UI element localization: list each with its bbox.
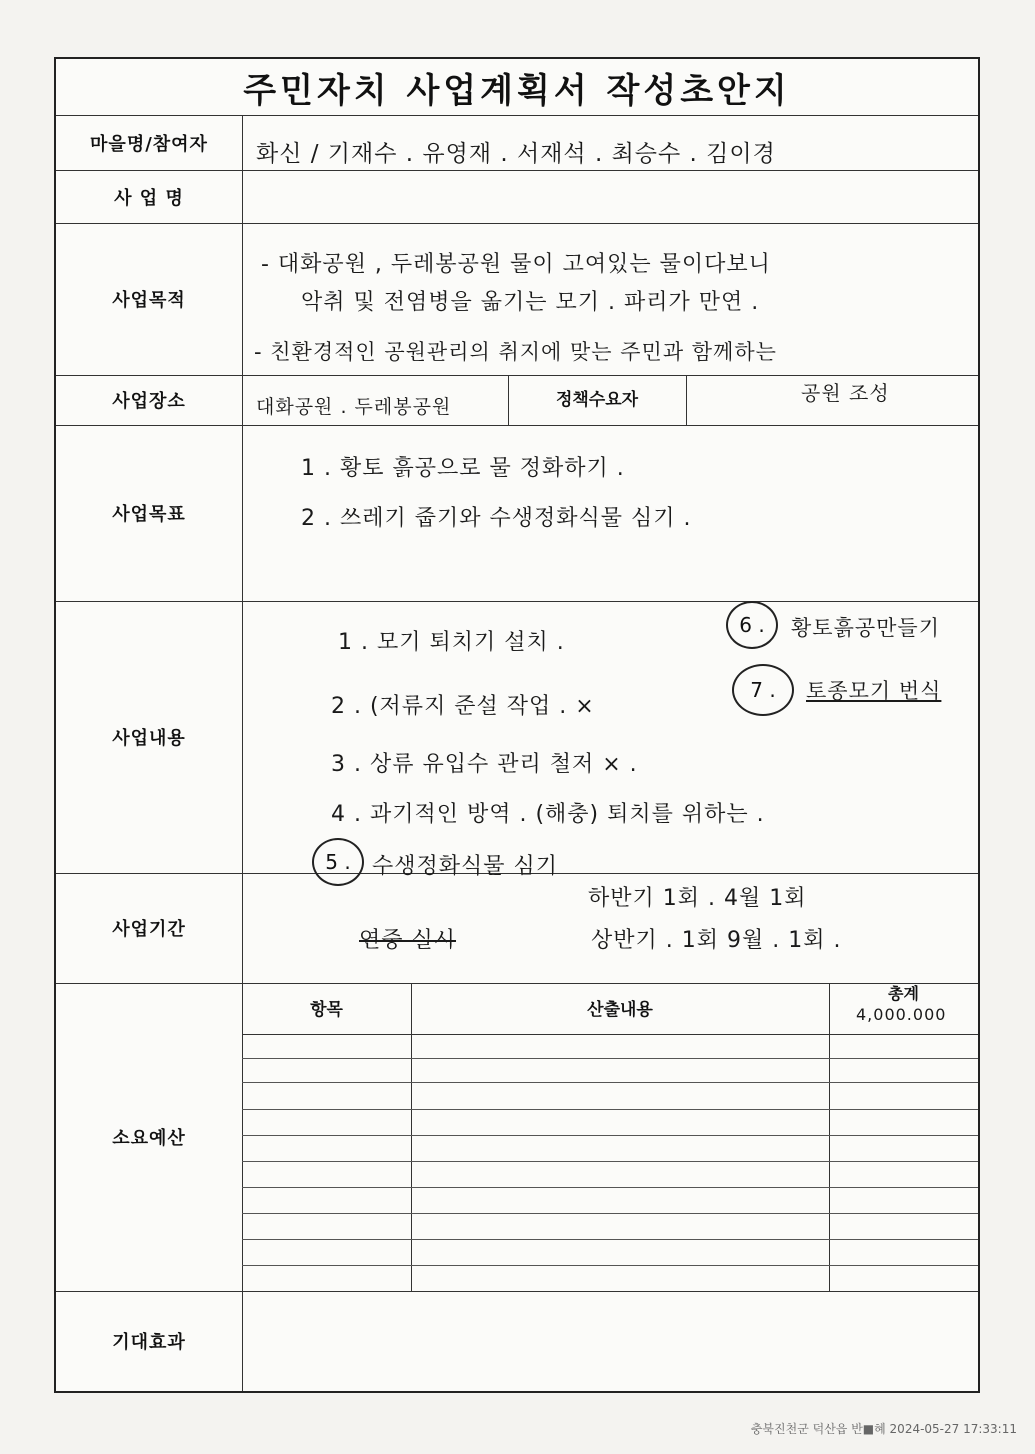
label-purpose: 사업목적 [112, 290, 186, 311]
content-side-6-circle [726, 601, 778, 649]
label-period: 사업기간 [112, 919, 186, 940]
budget-col-divider [829, 983, 830, 1291]
plan-form [54, 57, 980, 1393]
content-side-6-num: 6 . [739, 613, 765, 637]
budget-row-line [242, 1082, 978, 1083]
budget-row-line [242, 1187, 978, 1188]
content-item-5-text: 수생정화식물 심기 [372, 854, 559, 879]
content-side-7-circle [732, 664, 794, 716]
budget-header-line [242, 1034, 978, 1035]
period-struck: 연중 실시 [359, 928, 457, 953]
content-item-4: 4 . 과기적인 방역 . (해충) 퇴치를 위하는 . [331, 802, 765, 827]
content-item-5-num: 5 . [325, 850, 351, 874]
policy-user-divider [686, 375, 687, 425]
goal-line-2: 2 . 쓰레기 줍기와 수생정화식물 심기 . [301, 506, 692, 531]
content-side-6-text: 황토흙공만들기 [791, 616, 941, 640]
budget-row-line [242, 1239, 978, 1240]
content-item-2: 2 . (저류지 준설 작업 . × [331, 694, 595, 719]
label-location: 사업장소 [112, 391, 186, 412]
purpose-tail: 공원 조성 [801, 381, 890, 405]
budget-row-line [242, 1213, 978, 1214]
label-village: 마을명/참여자 [90, 133, 208, 155]
budget-row-line [242, 1135, 978, 1136]
label-goal: 사업목표 [112, 504, 186, 525]
budget-row-line [242, 1161, 978, 1162]
label-project-name: 사 업 명 [114, 187, 184, 209]
form-title: 주민자치 사업계획서 작성초안지 [243, 70, 791, 111]
content-side-7-text: 토종모기 번식 [806, 679, 942, 703]
goal-line-1: 1 . 황토 흙공으로 물 정화하기 . [301, 456, 625, 481]
budget-col-divider [411, 983, 412, 1291]
label-budget: 소요예산 [112, 1128, 186, 1149]
content-side-7-num: 7 . [750, 678, 776, 702]
purpose-line-2: 악취 및 전염병을 옮기는 모기 . 파리가 만연 . [301, 290, 760, 315]
purpose-line-1: - 대화공원 , 두레봉공원 물이 고여있는 물이다보니 [261, 252, 771, 277]
purpose-line-3: - 친환경적인 공원관리의 취지에 맞는 주민과 함께하는 [254, 340, 777, 364]
label-column-divider [242, 115, 243, 1391]
content-item-3: 3 . 상류 유입수 관리 철저 × . [331, 752, 638, 777]
budget-row-line [242, 1265, 978, 1266]
label-content: 사업내용 [112, 728, 186, 749]
period-first: 하반기 1회 . 4월 1회 [588, 886, 807, 911]
budget-header-detail: 산출내용 [587, 1000, 653, 1020]
content-item-1: 1 . 모기 퇴치기 설치 . [338, 630, 565, 655]
period-second: 상반기 . 1회 9월 . 1회 . [591, 928, 842, 953]
budget-total-value: 4,000.000 [856, 1005, 947, 1024]
budget-header-total: 총계 [888, 984, 919, 1003]
scan-stamp: 충북진천군 덕산읍 반■혜 2024-05-27 17:33:11 [750, 1422, 1017, 1436]
label-effect: 기대효과 [112, 1332, 186, 1353]
village-participants: 화신 / 기재수 . 유영재 . 서재석 . 최승수 . 김이경 [256, 141, 776, 167]
budget-row-line [242, 1058, 978, 1059]
content-item-5-circle [312, 838, 364, 886]
budget-row-line [242, 1109, 978, 1110]
location-value: 대화공원 . 두레봉공원 [256, 396, 452, 418]
budget-header-item: 항목 [310, 1000, 343, 1020]
label-policy-user: 정책수요자 [555, 390, 639, 410]
